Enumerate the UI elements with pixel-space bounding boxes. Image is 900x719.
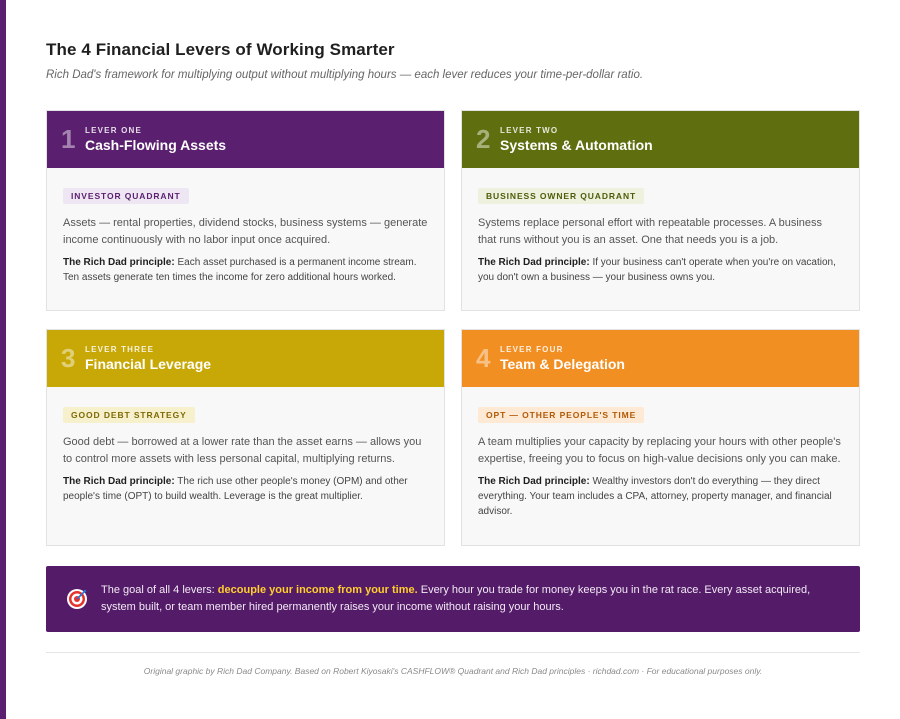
lever-kicker: LEVER FOUR: [500, 345, 564, 354]
lever-card-1: [46, 110, 445, 311]
lever-description: Systems replace personal effort with repeatable processes. A business that runs without you is an asset. One that needs you is a job.: [478, 217, 823, 246]
lever-title: Financial Leverage: [85, 356, 212, 372]
principle-text: Each asset purchased is a permanent income stream. Ten assets generate ten times the income for zero additional hours worked.: [63, 257, 417, 283]
lever-number: 1: [61, 124, 76, 154]
lever-title: Cash-Flowing Assets: [85, 137, 227, 153]
lever-card-4: [461, 329, 860, 546]
lever-card-header: [47, 111, 444, 168]
lever-principle: [478, 474, 843, 519]
principle-label: The Rich Dad principle:: [63, 257, 175, 268]
lever-kicker: LEVER THREE: [85, 345, 155, 354]
principle-text: Wealthy investors don't do everything — they direct everything. Your team includes a CPA, attorney, property manager, and financial advisor.: [478, 476, 832, 517]
lever-tag: BUSINESS OWNER QUADRANT: [478, 188, 644, 204]
lever-card-header: [47, 330, 444, 387]
target-icon: [66, 588, 88, 610]
principle-text: If your business can't operate when you're on vacation, you don't own a business — your business owns you.: [478, 257, 836, 283]
left-accent-bar: [0, 0, 6, 719]
goal-lead: The goal of all 4 levers:: [101, 584, 218, 596]
lever-principle: [478, 255, 843, 285]
lever-tag: OPT — OTHER PEOPLE'S TIME: [478, 407, 644, 423]
lever-tag: INVESTOR QUADRANT: [63, 188, 189, 204]
lever-kicker: LEVER TWO: [500, 126, 559, 135]
footer-divider: [46, 652, 860, 653]
principle-label: The Rich Dad principle:: [478, 257, 590, 268]
lever-kicker: LEVER ONE: [85, 126, 143, 135]
lever-description: Assets — rental properties, dividend stocks, business systems — generate income continuously with no labor input once acquired.: [63, 217, 428, 246]
lever-description: Good debt — borrowed at a lower rate than the asset earns — allows you to control more assets with less personal capital, multiplying returns.: [63, 436, 422, 465]
lever-number: 2: [476, 124, 491, 154]
lever-title: Team & Delegation: [500, 356, 625, 372]
lever-card-3: [46, 329, 445, 546]
lever-principle: [63, 255, 428, 285]
goal-banner: [46, 566, 860, 632]
principle-label: The Rich Dad principle:: [478, 476, 590, 487]
lever-card-2: [461, 110, 860, 311]
lever-number: 4: [476, 343, 491, 373]
page-title: The 4 Financial Levers of Working Smarter: [46, 40, 395, 59]
lever-title: Systems & Automation: [500, 137, 653, 153]
page-subtitle: Rich Dad's framework for multiplying output without multiplying hours — each lever reduces your time-per-dollar ratio.: [46, 69, 644, 81]
goal-text: [101, 582, 842, 616]
footer-credit: Original graphic by Rich Dad Company. Based on Robert Kiyosaki's CASHFLOW® Quadrant and Rich Dad principles · richdad.com · For educational purposes only.: [143, 666, 763, 676]
principle-label: The Rich Dad principle:: [63, 476, 175, 487]
lever-number: 3: [61, 343, 76, 373]
goal-rest: Every hour you trade for money keeps you in the rat race. Every asset acquired, system built, or team member hired permanently raises your income without raising your hours.: [101, 584, 811, 613]
lever-principle: [63, 474, 428, 504]
lever-description: A team multiplies your capacity by replacing your hours with other people's expertise, freeing you to focus on high-value decisions only you can make.: [478, 436, 841, 465]
lever-card-header: [462, 330, 859, 387]
principle-text: The rich use other people's money (OPM) and other people's time (OPT) to build wealth. Leverage is the great multiplier.: [63, 476, 408, 502]
page-header: [46, 40, 866, 81]
goal-highlight: decouple your income from your time.: [217, 584, 418, 596]
lever-tag: GOOD DEBT STRATEGY: [63, 407, 195, 423]
lever-card-header: [462, 111, 859, 168]
